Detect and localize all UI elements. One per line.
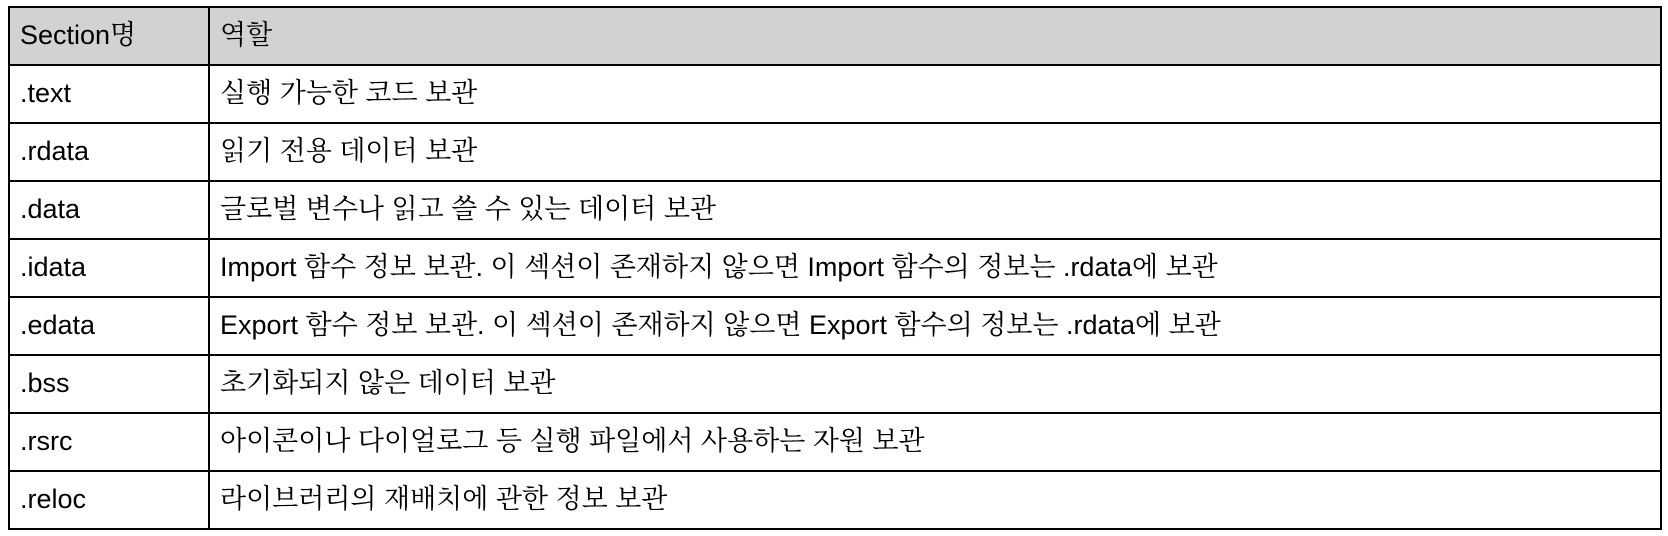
table-row bbox=[9, 471, 1661, 529]
cell-section-name: .edata bbox=[9, 297, 209, 355]
pe-section-table bbox=[8, 6, 1662, 530]
table-body bbox=[9, 65, 1661, 529]
cell-section-name: .reloc bbox=[9, 471, 209, 529]
table-row bbox=[9, 123, 1661, 181]
table-row bbox=[9, 297, 1661, 355]
cell-section-role: Import 함수 정보 보관. 이 섹션이 존재하지 않으면 Import 함수의 정보는 .rdata에 보관 bbox=[209, 239, 1661, 297]
table-row bbox=[9, 181, 1661, 239]
table-row bbox=[9, 355, 1661, 413]
table-row bbox=[9, 239, 1661, 297]
table-row bbox=[9, 65, 1661, 123]
cell-section-role: 실행 가능한 코드 보관 bbox=[209, 65, 1661, 123]
table-row bbox=[9, 413, 1661, 471]
cell-section-role: 아이콘이나 다이얼로그 등 실행 파일에서 사용하는 자원 보관 bbox=[209, 413, 1661, 471]
cell-section-name: .bss bbox=[9, 355, 209, 413]
table-header bbox=[9, 7, 1661, 65]
cell-section-name: .rdata bbox=[9, 123, 209, 181]
cell-section-name: .rsrc bbox=[9, 413, 209, 471]
cell-section-name: .data bbox=[9, 181, 209, 239]
column-header-role: 역할 bbox=[209, 7, 1661, 65]
column-header-section-name: Section명 bbox=[9, 7, 209, 65]
cell-section-role: 라이브러리의 재배치에 관한 정보 보관 bbox=[209, 471, 1661, 529]
cell-section-name: .text bbox=[9, 65, 209, 123]
table-header-row bbox=[9, 7, 1661, 65]
cell-section-name: .idata bbox=[9, 239, 209, 297]
cell-section-role: Export 함수 정보 보관. 이 섹션이 존재하지 않으면 Export 함수의 정보는 .rdata에 보관 bbox=[209, 297, 1661, 355]
cell-section-role: 글로벌 변수나 읽고 쓸 수 있는 데이터 보관 bbox=[209, 181, 1661, 239]
cell-section-role: 초기화되지 않은 데이터 보관 bbox=[209, 355, 1661, 413]
cell-section-role: 읽기 전용 데이터 보관 bbox=[209, 123, 1661, 181]
